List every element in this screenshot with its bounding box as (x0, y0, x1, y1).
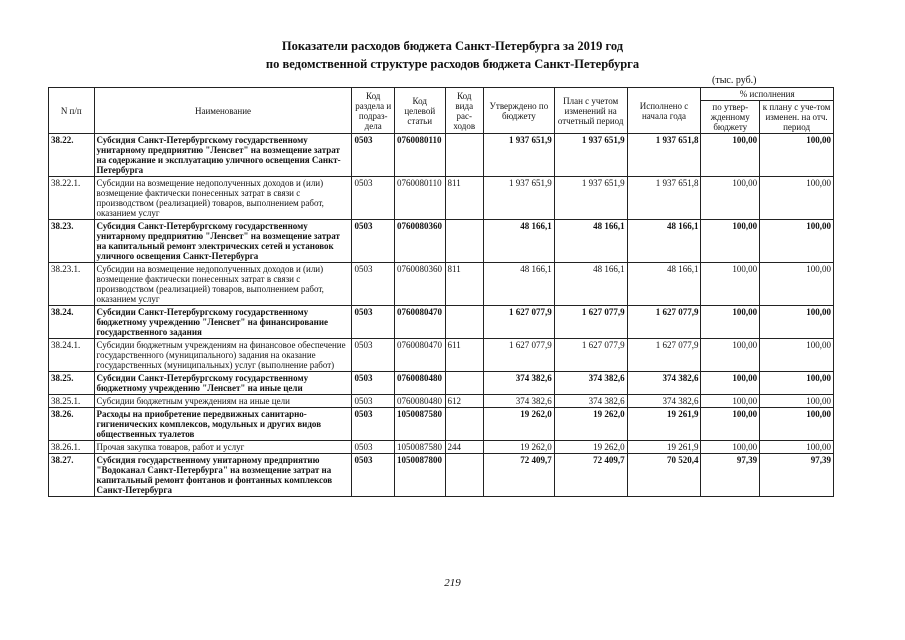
row-approved: 48 166,1 (483, 263, 554, 306)
row-name: Прочая закупка товаров, работ и услуг (94, 441, 352, 454)
row-number: 38.27. (49, 454, 95, 497)
row-section-code: 0503 (352, 177, 394, 220)
row-plan: 1 937 651,9 (554, 177, 627, 220)
row-kind-code: 811 (445, 177, 483, 220)
row-name: Субсидия государственному унитарному предприятию "Водоканал Санкт-Петербурга" на возмещение затрат на капитальный ремонт фонтанов и фонтанных комплексов Санкт-Петербурга (94, 454, 352, 497)
row-approved: 374 382,6 (483, 395, 554, 408)
row-name: Субсидия Санкт-Петербургскому государственному унитарному предприятию "Ленсвет" на возмещение затрат на капитальный ремонт электрических сетей и установок уличного освещения Санкт-Петербурга (94, 220, 352, 263)
table-body (49, 134, 834, 497)
row-section-code: 0503 (352, 263, 394, 306)
row-pct-plan: 100,00 (760, 306, 834, 339)
table-row (49, 339, 834, 372)
row-pct-approved: 100,00 (701, 177, 760, 220)
row-approved: 72 409,7 (483, 454, 554, 497)
row-pct-approved: 100,00 (701, 306, 760, 339)
row-approved: 1 937 651,9 (483, 177, 554, 220)
row-number: 38.26. (49, 408, 95, 441)
row-section-code: 0503 (352, 395, 394, 408)
header-pct-approved: по утвер-жденному бюджету (701, 101, 760, 134)
row-plan: 1 937 651,9 (554, 134, 627, 177)
document-title-line2: по ведомственной структуре расходов бюджета Санкт-Петербурга (265, 57, 640, 71)
row-number: 38.24. (49, 306, 95, 339)
table-row (49, 408, 834, 441)
row-number: 38.24.1. (49, 339, 95, 372)
row-executed: 1 937 651,8 (627, 134, 701, 177)
table-row (49, 220, 834, 263)
header-pct-group: % исполнения (701, 88, 834, 101)
row-approved: 1 627 077,9 (483, 306, 554, 339)
row-pct-plan: 100,00 (760, 408, 834, 441)
row-plan: 19 262,0 (554, 408, 627, 441)
row-number: 38.23.1. (49, 263, 95, 306)
row-plan: 374 382,6 (554, 372, 627, 395)
row-target-code: 0760080480 (394, 395, 445, 408)
row-section-code: 0503 (352, 441, 394, 454)
row-target-code: 0760080360 (394, 220, 445, 263)
row-kind-code: 811 (445, 263, 483, 306)
row-target-code: 1050087800 (394, 454, 445, 497)
row-name: Субсидии бюджетным учреждениям на иные цели (94, 395, 352, 408)
row-executed: 19 261,9 (627, 441, 701, 454)
row-plan: 72 409,7 (554, 454, 627, 497)
header-target-code: Код целевой статьи (394, 88, 445, 134)
row-name: Расходы на приобретение передвижных санитарно-гигиенических комплексов, модульных и других видов общественных туалетов (94, 408, 352, 441)
table-row (49, 263, 834, 306)
row-executed: 48 166,1 (627, 220, 701, 263)
row-name: Субсидии Санкт-Петербургскому государственному бюджетному учреждению "Ленсвет" на финансирование государственного задания (94, 306, 352, 339)
row-kind-code (445, 372, 483, 395)
header-section-code: Код раздела и подраз-дела (352, 88, 394, 134)
row-target-code: 0760080470 (394, 339, 445, 372)
row-pct-approved: 97,39 (701, 454, 760, 497)
row-kind-code (445, 306, 483, 339)
row-section-code: 0503 (352, 220, 394, 263)
row-executed: 1 627 077,9 (627, 306, 701, 339)
header-kind-code: Код вида рас-ходов (445, 88, 483, 134)
row-executed: 1 627 077,9 (627, 339, 701, 372)
row-section-code: 0503 (352, 306, 394, 339)
row-plan: 1 627 077,9 (554, 306, 627, 339)
row-pct-approved: 100,00 (701, 339, 760, 372)
row-kind-code (445, 134, 483, 177)
document-title-line1: Показатели расходов бюджета Санкт-Петербурга за 2019 год (281, 39, 624, 53)
row-approved: 1 627 077,9 (483, 339, 554, 372)
row-name: Субсидии на возмещение недополученных доходов и (или) возмещение фактически понесенных затрат в связи с производством (реализацией) товаров, выполнением работ, оказанием услуг (94, 177, 352, 220)
row-pct-approved: 100,00 (701, 220, 760, 263)
row-pct-plan: 100,00 (760, 177, 834, 220)
page-number: 219 (444, 577, 461, 589)
row-target-code: 0760080110 (394, 134, 445, 177)
row-pct-plan: 100,00 (760, 441, 834, 454)
row-approved: 1 937 651,9 (483, 134, 554, 177)
row-approved: 19 262,0 (483, 408, 554, 441)
table-header (49, 88, 834, 134)
table-row (49, 372, 834, 395)
row-section-code: 0503 (352, 454, 394, 497)
row-number: 38.25.1. (49, 395, 95, 408)
row-name: Субсидия Санкт-Петербургскому государственному унитарному предприятию "Ленсвет" на возмещение затрат на содержание и эксплуатацию уличного освещения Санкт-Петербурга (94, 134, 352, 177)
header-name: Наименование (94, 88, 352, 134)
header-num: N п/п (49, 88, 95, 134)
row-pct-approved: 100,00 (701, 134, 760, 177)
row-section-code: 0503 (352, 134, 394, 177)
row-executed: 19 261,9 (627, 408, 701, 441)
row-pct-plan: 100,00 (760, 263, 834, 306)
row-name: Субсидии Санкт-Петербургскому государственному бюджетному учреждению "Ленсвет" на иные цели (94, 372, 352, 395)
row-plan: 19 262,0 (554, 441, 627, 454)
row-section-code: 0503 (352, 339, 394, 372)
table-row (49, 134, 834, 177)
row-pct-plan: 100,00 (760, 220, 834, 263)
units-label: (тыс. руб.) (712, 75, 757, 86)
table-row (49, 395, 834, 408)
row-kind-code: 244 (445, 441, 483, 454)
row-plan: 374 382,6 (554, 395, 627, 408)
row-pct-approved: 100,00 (701, 408, 760, 441)
row-kind-code (445, 220, 483, 263)
row-kind-code: 611 (445, 339, 483, 372)
row-approved: 374 382,6 (483, 372, 554, 395)
row-pct-approved: 100,00 (701, 395, 760, 408)
row-number: 38.22.1. (49, 177, 95, 220)
header-plan: План с учетом изменений на отчетный период (554, 88, 627, 134)
row-number: 38.25. (49, 372, 95, 395)
row-number: 38.22. (49, 134, 95, 177)
row-pct-plan: 100,00 (760, 372, 834, 395)
row-pct-approved: 100,00 (701, 441, 760, 454)
header-approved: Утверждено по бюджету (483, 88, 554, 134)
row-target-code: 0760080480 (394, 372, 445, 395)
row-target-code: 0760080470 (394, 306, 445, 339)
row-executed: 70 520,4 (627, 454, 701, 497)
row-target-code: 1050087580 (394, 441, 445, 454)
row-target-code: 0760080110 (394, 177, 445, 220)
table-row (49, 454, 834, 497)
row-executed: 374 382,6 (627, 372, 701, 395)
row-executed: 1 937 651,8 (627, 177, 701, 220)
row-plan: 1 627 077,9 (554, 339, 627, 372)
row-kind-code (445, 408, 483, 441)
row-number: 38.26.1. (49, 441, 95, 454)
row-approved: 48 166,1 (483, 220, 554, 263)
row-section-code: 0503 (352, 372, 394, 395)
row-executed: 374 382,6 (627, 395, 701, 408)
table-row (49, 306, 834, 339)
row-pct-plan: 100,00 (760, 134, 834, 177)
row-pct-plan: 100,00 (760, 395, 834, 408)
row-name: Субсидии бюджетным учреждениям на финансовое обеспечение государственного (муниципального) задания на оказание государственных (муниципальных) услуг (выполнение работ) (94, 339, 352, 372)
table-row (49, 177, 834, 220)
row-executed: 48 166,1 (627, 263, 701, 306)
row-number: 38.23. (49, 220, 95, 263)
budget-table (48, 87, 834, 497)
header-pct-plan: к плану с уче-том изменен. на отч. период (760, 101, 834, 134)
row-name: Субсидии на возмещение недополученных доходов и (или) возмещение фактически понесенных затрат в связи с производством (реализацией) товаров, выполнением работ, оказанием услуг (94, 263, 352, 306)
row-pct-plan: 97,39 (760, 454, 834, 497)
row-section-code: 0503 (352, 408, 394, 441)
row-approved: 19 262,0 (483, 441, 554, 454)
header-executed: Исполнено с начала года (627, 88, 701, 134)
row-target-code: 0760080360 (394, 263, 445, 306)
table-row (49, 441, 834, 454)
row-plan: 48 166,1 (554, 220, 627, 263)
row-kind-code (445, 454, 483, 497)
row-target-code: 1050087580 (394, 408, 445, 441)
row-kind-code: 612 (445, 395, 483, 408)
row-pct-approved: 100,00 (701, 372, 760, 395)
row-pct-approved: 100,00 (701, 263, 760, 306)
row-pct-plan: 100,00 (760, 339, 834, 372)
row-plan: 48 166,1 (554, 263, 627, 306)
